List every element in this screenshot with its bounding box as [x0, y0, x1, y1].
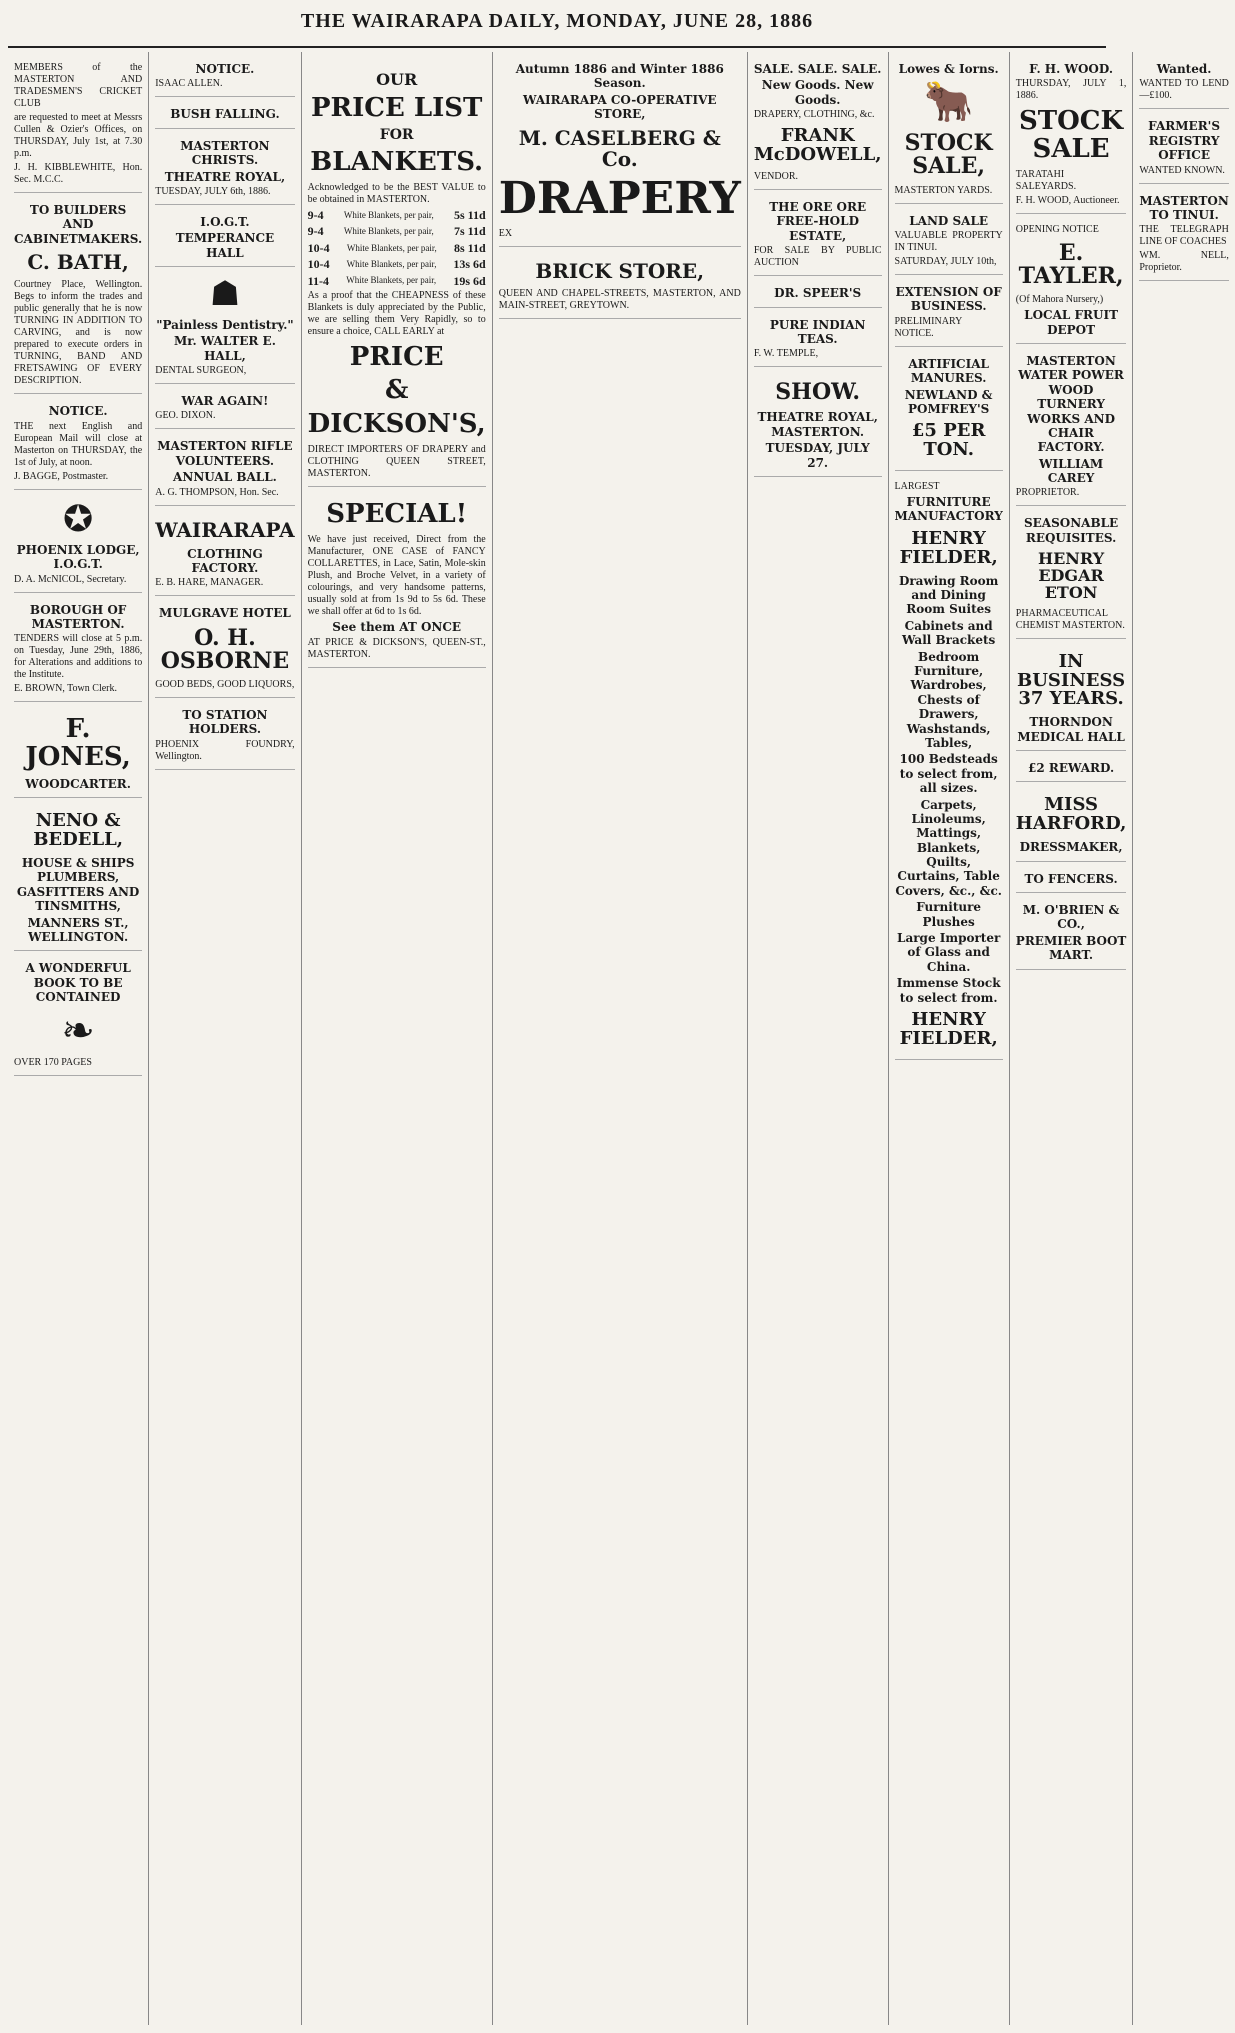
furniture-ad [895, 475, 1003, 1060]
blanket-desc: White Blankets, per pair, [343, 209, 434, 220]
blanket-price: 19s 6d [453, 273, 486, 288]
bull-illustration-icon: 🐂 [923, 79, 974, 125]
war-title: WAR AGAIN! [181, 394, 269, 409]
borough-sign: E. BROWN, Town Clerk. [14, 683, 117, 695]
wanted-title: Wanted. [1156, 62, 1212, 76]
iogt-sub: TEMPERANCE HALL [175, 231, 275, 260]
wood-name: F. H. WOOD. [1029, 62, 1114, 76]
cricket-title: MEMBERS of the MASTERTON AND TRADESMEN'S CRICKET CLUB [14, 62, 143, 109]
tayler-opening: OPENING NOTICE [1015, 223, 1099, 235]
borough-text: TENDERS will close at 5 p.m. on Tuesday, June 29th, 1886, for Alterations and additions to the Institute. [14, 633, 143, 681]
column-3 [301, 52, 492, 2025]
furniture-carpets: Carpets, Linoleums, Mattings, Blankets, Quilts, Curtains, Table Covers, &c., &c. [895, 797, 1002, 898]
harford-dress: DRESSMAKER, [1019, 840, 1123, 855]
teeth-icon: ☗ [209, 276, 241, 314]
hotel-title: MULGRAVE HOTEL [159, 606, 291, 621]
caselberg-firm: M. CASELBERG & Co. [518, 125, 721, 171]
extension-notice: PRELIMINARY NOTICE. [894, 315, 963, 339]
phoenix-lodge-sign: D. A. McNICOL, Secretary. [14, 573, 127, 585]
caselberg-season: Autumn 1886 and Winter 1886 Season. [515, 62, 724, 91]
tayler-ad [1016, 218, 1127, 344]
manures-title: ARTIFICIAL MANURES. [908, 356, 989, 386]
blanket-size: 10-4 [307, 257, 330, 272]
brick-title: BRICK STORE, [535, 258, 705, 283]
eton-name: HENRY EDGAR ETON [1037, 549, 1105, 602]
sale-ad [754, 56, 882, 190]
mcdowell-vendor: VENDOR. [753, 170, 798, 182]
blanket-desc: White Blankets, per pair, [343, 226, 434, 237]
sale-sub: DRAPERY, CLOTHING, &c. [753, 109, 875, 121]
factory-sub: CLOTHING FACTORY. [187, 546, 263, 576]
column-4 [492, 52, 747, 2025]
masthead-rule [8, 46, 1106, 48]
rifle-title: MASTERTON RIFLE VOLUNTEERS. [157, 439, 293, 468]
carey-name: WILLIAM CAREY [1038, 456, 1104, 486]
registry-known: WANTED KNOWN. [1139, 164, 1225, 176]
blankets-intro: Acknowledged to be the BEST VALUE to be obtained in MASTERTON. [307, 182, 486, 206]
phoenix-lodge-title: PHOENIX LODGE, I.O.G.T. [16, 542, 140, 572]
caselberg-ad [499, 56, 741, 247]
blanket-desc: White Blankets, per pair, [346, 242, 437, 253]
factory-title: WAIRARAPA [155, 517, 295, 542]
fencers-ad [1016, 866, 1127, 893]
hotel-sub: GOOD BEDS, GOOD LIQUORS, [155, 679, 295, 691]
telegraph-ad [1139, 188, 1228, 282]
notice-title: NOTICE. [195, 62, 255, 76]
furniture-bedsteads: 100 Bedsteads to select from, all sizes. [899, 752, 998, 796]
mcdowell-name: FRANK McDOWELL, [753, 125, 882, 166]
extension-ad [895, 279, 1003, 347]
medical-hall: THORNDON MEDICAL HALL [1017, 715, 1125, 744]
show-title: SHOW. [775, 379, 861, 406]
iogt-title: I.O.G.T. [200, 214, 250, 229]
lowes-stock-place: MASTERTON YARDS. [894, 184, 993, 196]
eton-sub: PHARMACEUTICAL CHEMIST MASTERTON. [1015, 607, 1125, 631]
station-sign: PHOENIX FOUNDRY, Wellington. [155, 738, 295, 762]
lowes-header: Lowes & Iorns. [898, 62, 999, 76]
manures-price: £5 PER TON. [911, 420, 986, 461]
book-text: A WONDERFUL BOOK TO BE CONTAINED [25, 961, 131, 1005]
telegraph-title: MASTERTON TO TINUI. [1139, 193, 1229, 222]
blanket-price: 7s 11d [454, 224, 486, 239]
neno-place: MANNERS ST., WELLINGTON. [27, 915, 129, 945]
speer-ad [754, 280, 882, 307]
bush-title: BUSH FALLING. [170, 107, 280, 122]
blanket-size: 11-4 [307, 273, 329, 288]
furniture-china: Large Importer of Glass and China. [897, 931, 1001, 974]
war-sign: GEO. DIXON. [155, 410, 216, 422]
wood-sign: F. H. WOOD, Auctioneer. [1015, 194, 1120, 206]
lodge-emblem-icon: ✪ [63, 498, 94, 539]
blankets-for: FOR [379, 127, 414, 144]
obrien-name: M. O'BRIEN & CO., [1022, 903, 1120, 932]
medical-hall-ad [1016, 643, 1127, 751]
harford-name: MISS HARFORD, [1015, 794, 1127, 835]
land-date: SATURDAY, JULY 10th, [894, 255, 997, 267]
furniture-cabinets: Cabinets and Wall Brackets [901, 618, 996, 648]
firm-amp: & [384, 375, 409, 406]
blanket-row [308, 241, 486, 255]
mail-notice-title: NOTICE. [48, 404, 108, 419]
furniture-fielder: HENRY FIELDER, [899, 527, 998, 568]
column-5 [747, 52, 888, 2025]
dentistry-title: "Painless Dentistry." [156, 317, 294, 332]
column-1 [8, 52, 148, 2025]
furniture-drawing: Drawing Room and Dining Room Suites [898, 573, 999, 617]
bush-falling-ad [155, 101, 294, 128]
christys-title: MASTERTON CHRISTS. [180, 138, 270, 168]
show-place: THEATRE ROYAL, MASTERTON. [757, 410, 878, 439]
furniture-fielder-2: HENRY FIELDER, [899, 1008, 998, 1049]
builders-title: TO BUILDERS AND CABINETMAKERS. [14, 203, 143, 246]
freehold-sub: FOR SALE BY PUBLIC AUCTION [753, 245, 882, 269]
caselberg-drapery: DRAPERY [498, 172, 741, 224]
land-sale-ad [895, 208, 1003, 275]
caselberg-store: WAIRARAPA CO-OPERATIVE STORE, [523, 92, 717, 122]
registry-title: FARMER'S REGISTRY OFFICE [1148, 119, 1221, 163]
rifle-sub: ANNUAL BALL. [173, 470, 277, 485]
book-price: OVER 170 PAGES [14, 1056, 92, 1068]
blanket-size: 10-4 [307, 240, 330, 255]
rifle-ad [155, 433, 294, 505]
tayler-sub: (Of Mahora Nursery,) [1015, 294, 1104, 306]
eton-seasonable: SEASONABLE REQUISITES. [1023, 516, 1119, 545]
brick-store-ad [499, 251, 741, 319]
column-2 [148, 52, 300, 2025]
eton-ad [1016, 510, 1127, 638]
phoenix-lodge-ad [14, 494, 142, 593]
chair-factory-title: MASTERTON WATER POWER WOOD TURNERY WORKS AND CHAIR FACTORY. [1018, 353, 1124, 455]
notice-sign: ISAAC ALLEN. [155, 78, 223, 90]
wanted-ad [1139, 56, 1228, 109]
show-ad [754, 371, 882, 477]
cricket-sign: J. H. KIBBLEWHITE, Hon. Sec. M.C.C. [14, 162, 143, 185]
mulgrave-hotel-ad [155, 600, 294, 698]
blanket-row [308, 274, 486, 288]
furniture-immense: Immense Stock to select from. [896, 976, 1001, 1005]
jones-ad [14, 706, 142, 798]
blanket-desc: White Blankets, per pair, [346, 259, 437, 270]
blanket-row [308, 257, 486, 271]
wood-stock-sub: TARATAHI SALEYARDS. [1015, 168, 1077, 192]
furniture-factory: FURNITURE MANUFACTORY [894, 495, 1003, 524]
sale-title: SALE. SALE. SALE. [753, 62, 882, 76]
hotel-name: O. H. OSBORNE [160, 624, 290, 674]
blankets-title: BLANKETS. [310, 146, 484, 177]
blankets-proof: As a proof that the CHEAPNESS of these Blankets is duly appreciated by the Public, we are selling them Very Rapidly, so to ensure a choice, CALL EARLY at [307, 290, 486, 338]
cricket-club-ad [14, 56, 142, 193]
reward-title: £2 REWARD. [1028, 761, 1115, 776]
wood-date: THURSDAY, JULY 1, 1886. [1015, 78, 1127, 102]
christys-date: TUESDAY, JULY 6th, 1886. [155, 185, 271, 197]
war-ad [155, 388, 294, 429]
speer-title: DR. SPEER'S [774, 286, 862, 301]
show-date: TUESDAY, JULY 27. [765, 441, 870, 470]
blankets-our: OUR [376, 70, 418, 89]
special-title: SPECIAL! [326, 498, 468, 529]
blanket-row [308, 224, 486, 238]
notice-ad [155, 56, 294, 97]
firm-price: PRICE [349, 342, 444, 373]
tayler-depot: LOCAL FRUIT DEPOT [1024, 308, 1119, 337]
dentistry-sub: DENTAL SURGEON, [155, 365, 247, 377]
blanket-size: 9-4 [307, 224, 324, 239]
medical-years: IN BUSINESS 37 YEARS. [1017, 650, 1126, 710]
column-6 [888, 52, 1009, 2025]
station-holders-ad [155, 702, 294, 770]
manures-ad [895, 351, 1003, 471]
neno-sub: HOUSE & SHIPS PLUMBERS, GASFITTERS AND TINSMITHS, [16, 856, 140, 914]
iogt-ad [155, 209, 294, 267]
blanket-price: 8s 11d [454, 240, 486, 255]
borough-ad [14, 597, 142, 703]
mail-notice-text: THE next English and European Mail will close at Masterton on THURSDAY, the 1st of July, at noon. [14, 420, 143, 468]
blanket-size: 9-4 [307, 208, 324, 223]
furniture-plushes: Furniture Plushes [916, 900, 982, 929]
special-ad [308, 491, 486, 668]
borough-title: BOROUGH OF MASTERTON. [29, 602, 127, 631]
firm-sub: DIRECT IMPORTERS OF DRAPERY and CLOTHING QUEEN STREET, MASTERTON. [307, 443, 486, 479]
special-text: We have just received, Direct from the Manufacturer, ONE CASE of FANCY COLLARETTES, in Lace, Satin, Mole-skin Plush, and Broche Velvet, in a variety of colourings, and very handsome patterns, usually sold at from 1s 9d to 5s 6d. These we shall offer at 6d to 1s 6d. [307, 534, 486, 618]
fencers-title: TO FENCERS. [1024, 871, 1118, 886]
blankets-price-list: PRICE LIST [310, 92, 483, 123]
wanted-lend: WANTED TO LEND—£100. [1139, 78, 1229, 102]
factory-sign: E. B. HARE, MANAGER. [155, 577, 264, 589]
manures-firm: NEWLAND & POMFREY'S [904, 387, 993, 416]
telegraph-sub: THE TELEGRAPH LINE OF COACHES [1139, 224, 1229, 248]
masthead-title: THE WAIRARAPA DAILY, MONDAY, JUNE 28, 1886 [300, 10, 814, 32]
columns [8, 52, 1229, 2025]
builders-name: C. BATH, [27, 250, 129, 275]
harford-ad [1016, 786, 1127, 861]
reward-ad [1016, 755, 1127, 782]
neno-bedell-ad [14, 802, 142, 951]
blanket-price: 5s 11d [454, 208, 486, 223]
mail-notice-ad [14, 398, 142, 489]
book-illustration-icon: ❧ [61, 1007, 95, 1053]
lowes-iorns-ad [895, 56, 1003, 204]
blankets-ad [308, 56, 486, 487]
wood-stock: STOCK SALE [1019, 106, 1124, 164]
blanket-desc: White Blankets, per pair, [346, 275, 437, 286]
tayler-name: E. TAYLER, [1018, 239, 1124, 290]
freehold-title: THE ORE ORE FREE-HOLD ESTATE, [769, 199, 867, 243]
wonderful-book-ad [14, 955, 142, 1075]
caselberg-ex: EX [498, 227, 513, 239]
masthead [0, 0, 1114, 50]
dentistry-ad [155, 271, 294, 384]
brick-sub: QUEEN AND CHAPEL-STREETS, MASTERTON, AND MAIN-STREET, GREYTOWN. [498, 287, 741, 311]
registry-ad [1139, 113, 1228, 183]
wood-ad [1016, 56, 1127, 214]
obrien-boot: PREMIER BOOT MART. [1015, 933, 1127, 963]
land-title: LAND SALE [909, 213, 989, 228]
blanket-rows [308, 208, 486, 288]
builders-ad [14, 197, 142, 394]
rifle-sign: A. G. THOMPSON, Hon. Sec. [155, 486, 279, 498]
builders-text: Courtney Place, Wellington. Begs to inform the trades and public generally that he is now TURNING IN ADDITION TO CARVING, and is now prepared to execute orders in TURNING, BAND AND FRETSAWING OF EVERY DESCRIPTION. [14, 279, 143, 387]
chair-factory-ad [1016, 348, 1127, 507]
obrien-ad [1016, 897, 1127, 970]
tea-title: PURE INDIAN TEAS. [769, 317, 866, 346]
blanket-row [308, 208, 486, 222]
telegraph-sign: WM. NELL, Proprietor. [1139, 250, 1229, 274]
firm-dickson: DICKSON'S, [307, 408, 486, 439]
extension-title: EXTENSION OF BUSINESS. [895, 284, 1002, 314]
blanket-price: 13s 6d [453, 257, 486, 272]
neno-title: NENO & BEDELL, [33, 810, 124, 851]
jones-name: F. JONES, [25, 714, 131, 772]
christys-sub: THEATRE ROYAL, [164, 169, 286, 184]
freehold-ad [754, 194, 882, 276]
christys-ad [155, 133, 294, 205]
furniture-bedroom: Bedroom Furniture, Wardrobes, Chests of Drawers, Washstands, Tables, [906, 649, 991, 750]
station-title: TO STATION HOLDERS. [182, 708, 268, 737]
dentistry-name: Mr. WALTER E. HALL, [173, 334, 276, 363]
column-8 [1132, 52, 1234, 2025]
tea-firm: F. W. TEMPLE, [753, 348, 819, 360]
land-sub: VALUABLE PROPERTY IN TINUI. [894, 229, 1003, 253]
mail-notice-sign: J. BAGGE, Postmaster. [14, 470, 109, 482]
carey-sub: PROPRIETOR. [1015, 487, 1080, 499]
jones-trade: WOODCARTER. [25, 776, 131, 791]
special-address: AT PRICE & DICKSON'S, QUEEN-ST., MASTERTON. [307, 636, 486, 660]
tea-ad [754, 312, 882, 368]
column-7 [1009, 52, 1133, 2025]
sale-goods: New Goods. New Goods. [761, 78, 874, 107]
lowes-stock: STOCK SALE, [904, 130, 993, 180]
clothing-factory-ad [155, 510, 294, 597]
furniture-largest: LARGEST [894, 481, 940, 493]
special-see: See them AT ONCE [332, 620, 462, 635]
cricket-text: are requested to meet at Messrs Cullen & Ozier's Offices, on THURSDAY, July 1st, at 7.30 p.m. [14, 112, 143, 159]
